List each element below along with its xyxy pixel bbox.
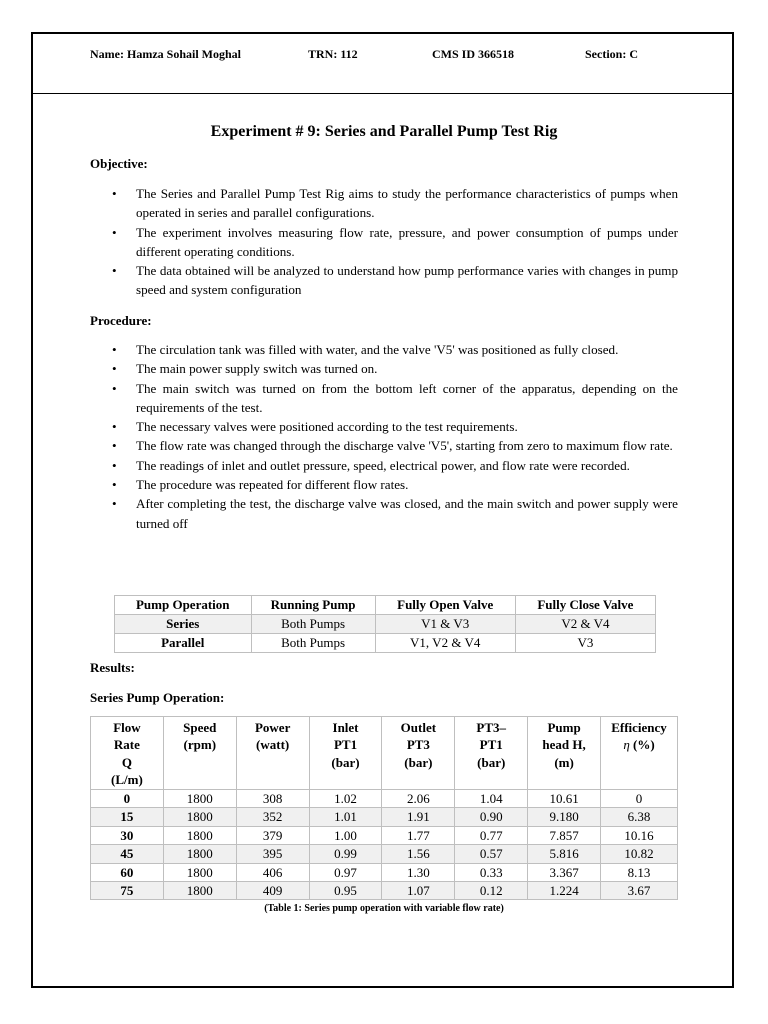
table-cell: 352 bbox=[236, 808, 309, 826]
table-cell: 10.61 bbox=[528, 790, 601, 808]
table-cell: 1.56 bbox=[382, 845, 455, 863]
table-cell: 8.13 bbox=[601, 863, 678, 881]
list-item: • The flow rate was changed through the discharge valve 'V5', starting from zero to maximum flow rate. bbox=[108, 436, 678, 455]
column-header-efficiency: Efficiency η (%) bbox=[601, 717, 678, 790]
table-cell: 5.816 bbox=[528, 845, 601, 863]
procedure-heading: Procedure: bbox=[90, 313, 152, 328]
list-item: • The readings of inlet and outlet pressure, speed, electrical power, and flow rate were recorded. bbox=[108, 456, 678, 475]
column-header-power: Power (watt) bbox=[236, 717, 309, 790]
table-cell: 75 bbox=[91, 882, 164, 900]
table-cell: 1800 bbox=[163, 808, 236, 826]
list-item: • The data obtained will be analyzed to understand how pump performance varies with changes in pump speed and system configuration bbox=[108, 261, 678, 300]
table-cell: V3 bbox=[515, 634, 655, 653]
trn: TRN: 112 bbox=[308, 47, 358, 61]
table-cell: V1 & V3 bbox=[375, 615, 515, 634]
table-cell: 1800 bbox=[163, 863, 236, 881]
table-cell: 0 bbox=[91, 790, 164, 808]
column-header-speed: Speed (rpm) bbox=[163, 717, 236, 790]
table-cell: 0.90 bbox=[455, 808, 528, 826]
table-cell: 3.367 bbox=[528, 863, 601, 881]
table-row bbox=[91, 882, 678, 900]
header-row bbox=[90, 47, 690, 63]
table-cell: 9.180 bbox=[528, 808, 601, 826]
list-item: • The necessary valves were positioned according to the test requirements. bbox=[108, 417, 678, 436]
table-cell: Series bbox=[115, 615, 252, 634]
table-cell: 1.01 bbox=[309, 808, 382, 826]
table-cell: 0.99 bbox=[309, 845, 382, 863]
column-header: Fully Close Valve bbox=[515, 596, 655, 615]
table-cell: 308 bbox=[236, 790, 309, 808]
column-header-outlet: Outlet PT3 (bar) bbox=[382, 717, 455, 790]
table-cell: Parallel bbox=[115, 634, 252, 653]
table-cell: Both Pumps bbox=[251, 615, 375, 634]
table-cell: 1.02 bbox=[309, 790, 382, 808]
table-cell: 1.04 bbox=[455, 790, 528, 808]
table-row bbox=[91, 863, 678, 881]
table-cell: 0.77 bbox=[455, 826, 528, 844]
list-item: • The procedure was repeated for different flow rates. bbox=[108, 475, 678, 494]
table-cell: 1800 bbox=[163, 882, 236, 900]
list-item: • The main power supply switch was turned on. bbox=[108, 359, 678, 378]
list-item: • The experiment involves measuring flow rate, pressure, and power consumption of pumps under different operating conditions. bbox=[108, 223, 678, 262]
objective-list bbox=[108, 184, 678, 300]
table-header-row bbox=[91, 717, 678, 790]
page-title: Experiment # 9: Series and Parallel Pump Test Rig bbox=[210, 123, 558, 140]
list-item: • The main switch was turned on from the bottom left corner of the apparatus, depending on the requirements of the test. bbox=[108, 379, 678, 418]
student-name: Name: Hamza Sohail Moghal bbox=[90, 47, 241, 61]
objective-heading: Objective: bbox=[90, 156, 148, 171]
section: Section: C bbox=[585, 47, 638, 61]
table-cell: 10.16 bbox=[601, 826, 678, 844]
table-row bbox=[115, 615, 656, 634]
column-header: Pump Operation bbox=[115, 596, 252, 615]
table-cell: 0.12 bbox=[455, 882, 528, 900]
column-header: Running Pump bbox=[251, 596, 375, 615]
list-item: • The circulation tank was filled with water, and the valve 'V5' was positioned as fully closed. bbox=[108, 340, 678, 359]
table-cell: 1.00 bbox=[309, 826, 382, 844]
table-cell: V2 & V4 bbox=[515, 615, 655, 634]
table-cell: 2.06 bbox=[382, 790, 455, 808]
table-cell: 409 bbox=[236, 882, 309, 900]
table-cell: 1.30 bbox=[382, 863, 455, 881]
table-cell: 6.38 bbox=[601, 808, 678, 826]
table-cell: 1800 bbox=[163, 790, 236, 808]
table-cell: 10.82 bbox=[601, 845, 678, 863]
column-header: Fully Open Valve bbox=[375, 596, 515, 615]
table-cell: V1, V2 & V4 bbox=[375, 634, 515, 653]
table-cell: 406 bbox=[236, 863, 309, 881]
table-cell: 0.97 bbox=[309, 863, 382, 881]
column-header-pressure-diff: PT3– PT1 (bar) bbox=[455, 717, 528, 790]
column-header-flow-rate: Flow Rate Q (L/m) bbox=[91, 717, 164, 790]
table-row bbox=[91, 845, 678, 863]
procedure-list bbox=[108, 340, 678, 533]
table-cell: 395 bbox=[236, 845, 309, 863]
column-header-inlet: Inlet PT1 (bar) bbox=[309, 717, 382, 790]
table-cell: 15 bbox=[91, 808, 164, 826]
table-cell: 1800 bbox=[163, 826, 236, 844]
table-cell: 60 bbox=[91, 863, 164, 881]
table-cell: 1.07 bbox=[382, 882, 455, 900]
table-cell: 45 bbox=[91, 845, 164, 863]
table-cell: 379 bbox=[236, 826, 309, 844]
list-item: • After completing the test, the discharge valve was closed, and the main switch and power supply were turned off bbox=[108, 494, 678, 533]
valve-config-table bbox=[114, 595, 656, 653]
table-caption: (Table 1: Series pump operation with variable flow rate) bbox=[264, 903, 504, 914]
table-cell: 1.224 bbox=[528, 882, 601, 900]
list-item: • The Series and Parallel Pump Test Rig aims to study the performance characteristics of pumps when operated in series and parallel configurations. bbox=[108, 184, 678, 223]
table-cell: 1.77 bbox=[382, 826, 455, 844]
table-cell: 1.91 bbox=[382, 808, 455, 826]
column-header-pump-head: Pump head H, (m) bbox=[528, 717, 601, 790]
table-cell: 0.95 bbox=[309, 882, 382, 900]
results-heading: Results: bbox=[90, 660, 135, 675]
header-divider bbox=[33, 93, 733, 94]
table-row bbox=[91, 790, 678, 808]
table-cell: 1800 bbox=[163, 845, 236, 863]
table-cell: 30 bbox=[91, 826, 164, 844]
table-cell: Both Pumps bbox=[251, 634, 375, 653]
table-cell: 7.857 bbox=[528, 826, 601, 844]
table-row bbox=[115, 634, 656, 653]
table-header-row bbox=[115, 596, 656, 615]
table-cell: 0.57 bbox=[455, 845, 528, 863]
table-cell: 0 bbox=[601, 790, 678, 808]
series-pump-table bbox=[90, 716, 678, 900]
table-row bbox=[91, 808, 678, 826]
table-cell: 0.33 bbox=[455, 863, 528, 881]
cms-id: CMS ID 366518 bbox=[432, 47, 515, 61]
data-rows bbox=[91, 790, 678, 900]
series-subheading: Series Pump Operation: bbox=[90, 690, 225, 705]
table-row bbox=[91, 826, 678, 844]
table-cell: 3.67 bbox=[601, 882, 678, 900]
